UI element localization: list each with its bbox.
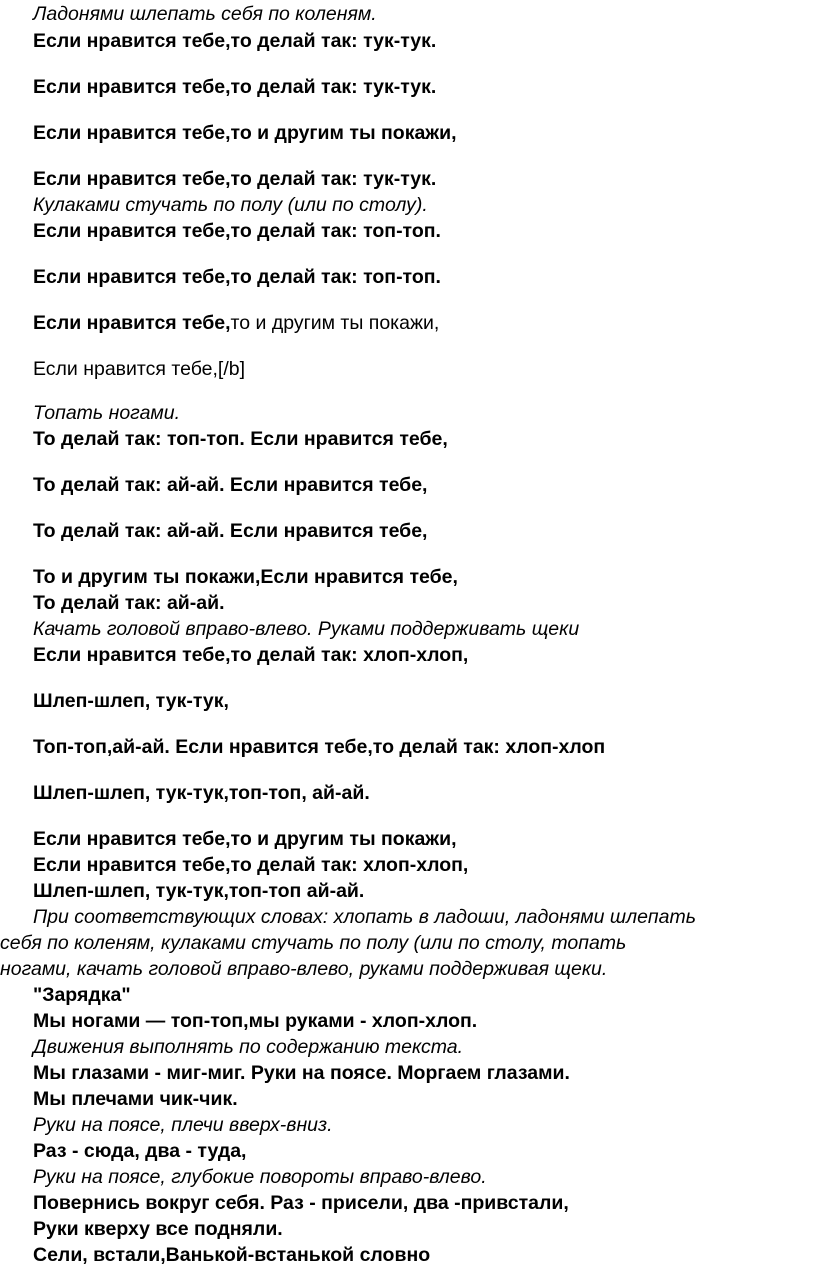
text-line: Если нравится тебе,то делай так: тук-тук. bbox=[33, 168, 437, 190]
text-line: Если нравится тебе,то и другим ты покажи, bbox=[33, 828, 457, 850]
text-line: Шлеп-шлеп, тук-тук,топ-топ ай-ай. bbox=[33, 880, 365, 902]
text-line: Мы глазами - миг-миг. Руки на поясе. Моргаем глазами. bbox=[33, 1062, 570, 1084]
text-line: Если нравится тебе,[/b] bbox=[33, 358, 246, 380]
text-line: Мы ногами — топ-топ,мы руками - хлоп-хлоп. bbox=[33, 1010, 478, 1032]
text-line: То делай так: ай-ай. Если нравится тебе, bbox=[33, 520, 428, 542]
text-line: Сели, встали,Ванькой-встанькой словно bbox=[33, 1244, 431, 1266]
text-line: ногами, качать головой вправо-влево, руками поддерживая щеки. bbox=[0, 958, 608, 980]
text-line-bold-part: Если нравится тебе, bbox=[33, 312, 231, 334]
text-line: Топ-топ,ай-ай. Если нравится тебе,то делай так: хлоп-хлоп bbox=[33, 736, 606, 758]
text-line: То делай так: ай-ай. bbox=[33, 592, 225, 614]
text-line: Ладонями шлепать себя по коленям. bbox=[33, 3, 377, 25]
text-line: Мы плечами чик-чик. bbox=[33, 1088, 238, 1110]
text-line: Качать головой вправо-влево. Руками поддерживать щеки bbox=[33, 618, 580, 640]
text-line: Движения выполнять по содержанию текста. bbox=[33, 1036, 464, 1058]
text-line: Шлеп-шлеп, тук-тук,топ-топ, ай-ай. bbox=[33, 782, 370, 804]
text-line: Если нравится тебе,то и другим ты покажи, bbox=[33, 122, 457, 144]
text-line: Если нравится тебе,то делай так: топ-топ. bbox=[33, 266, 441, 288]
text-line: Кулаками стучать по полу (или по столу). bbox=[33, 194, 428, 216]
text-line: То делай так: топ-топ. Если нравится тебе, bbox=[33, 428, 448, 450]
text-line: При соответствующих словах: хлопать в ладоши, ладонями шлепать bbox=[33, 906, 696, 928]
text-line: Если нравится тебе,то делай так: хлоп-хлоп, bbox=[33, 644, 469, 666]
text-line: себя по коленям, кулаками стучать по полу (или по столу, топать bbox=[0, 932, 627, 954]
text-line: Если нравится тебе,то делай так: тук-тук. bbox=[33, 76, 437, 98]
text-line: Если нравится тебе,то делай так: топ-топ. bbox=[33, 220, 441, 242]
text-line: Руки кверху все подняли. bbox=[33, 1218, 283, 1240]
text-line: Повернись вокруг себя. Раз - присели, два -привстали, bbox=[33, 1192, 569, 1214]
text-line: Шлеп-шлеп, тук-тук, bbox=[33, 690, 229, 712]
section-title: "Зарядка" bbox=[33, 984, 131, 1006]
text-line-regular-part: то и другим ты покажи, bbox=[230, 312, 440, 334]
text-line: Раз - сюда, два - туда, bbox=[33, 1140, 247, 1162]
text-line: То и другим ты покажи,Если нравится тебе, bbox=[33, 566, 458, 588]
text-line bbox=[33, 310, 439, 336]
text-line: Если нравится тебе,то делай так: тук-тук. bbox=[33, 30, 437, 52]
text-line: То делай так: ай-ай. Если нравится тебе, bbox=[33, 474, 428, 496]
text-line: Руки на поясе, глубокие повороты вправо-влево. bbox=[33, 1166, 487, 1188]
text-line: Руки на поясе, плечи вверх-вниз. bbox=[33, 1114, 333, 1136]
text-line: Если нравится тебе,то делай так: хлоп-хлоп, bbox=[33, 854, 469, 876]
text-line: Топать ногами. bbox=[33, 402, 181, 424]
